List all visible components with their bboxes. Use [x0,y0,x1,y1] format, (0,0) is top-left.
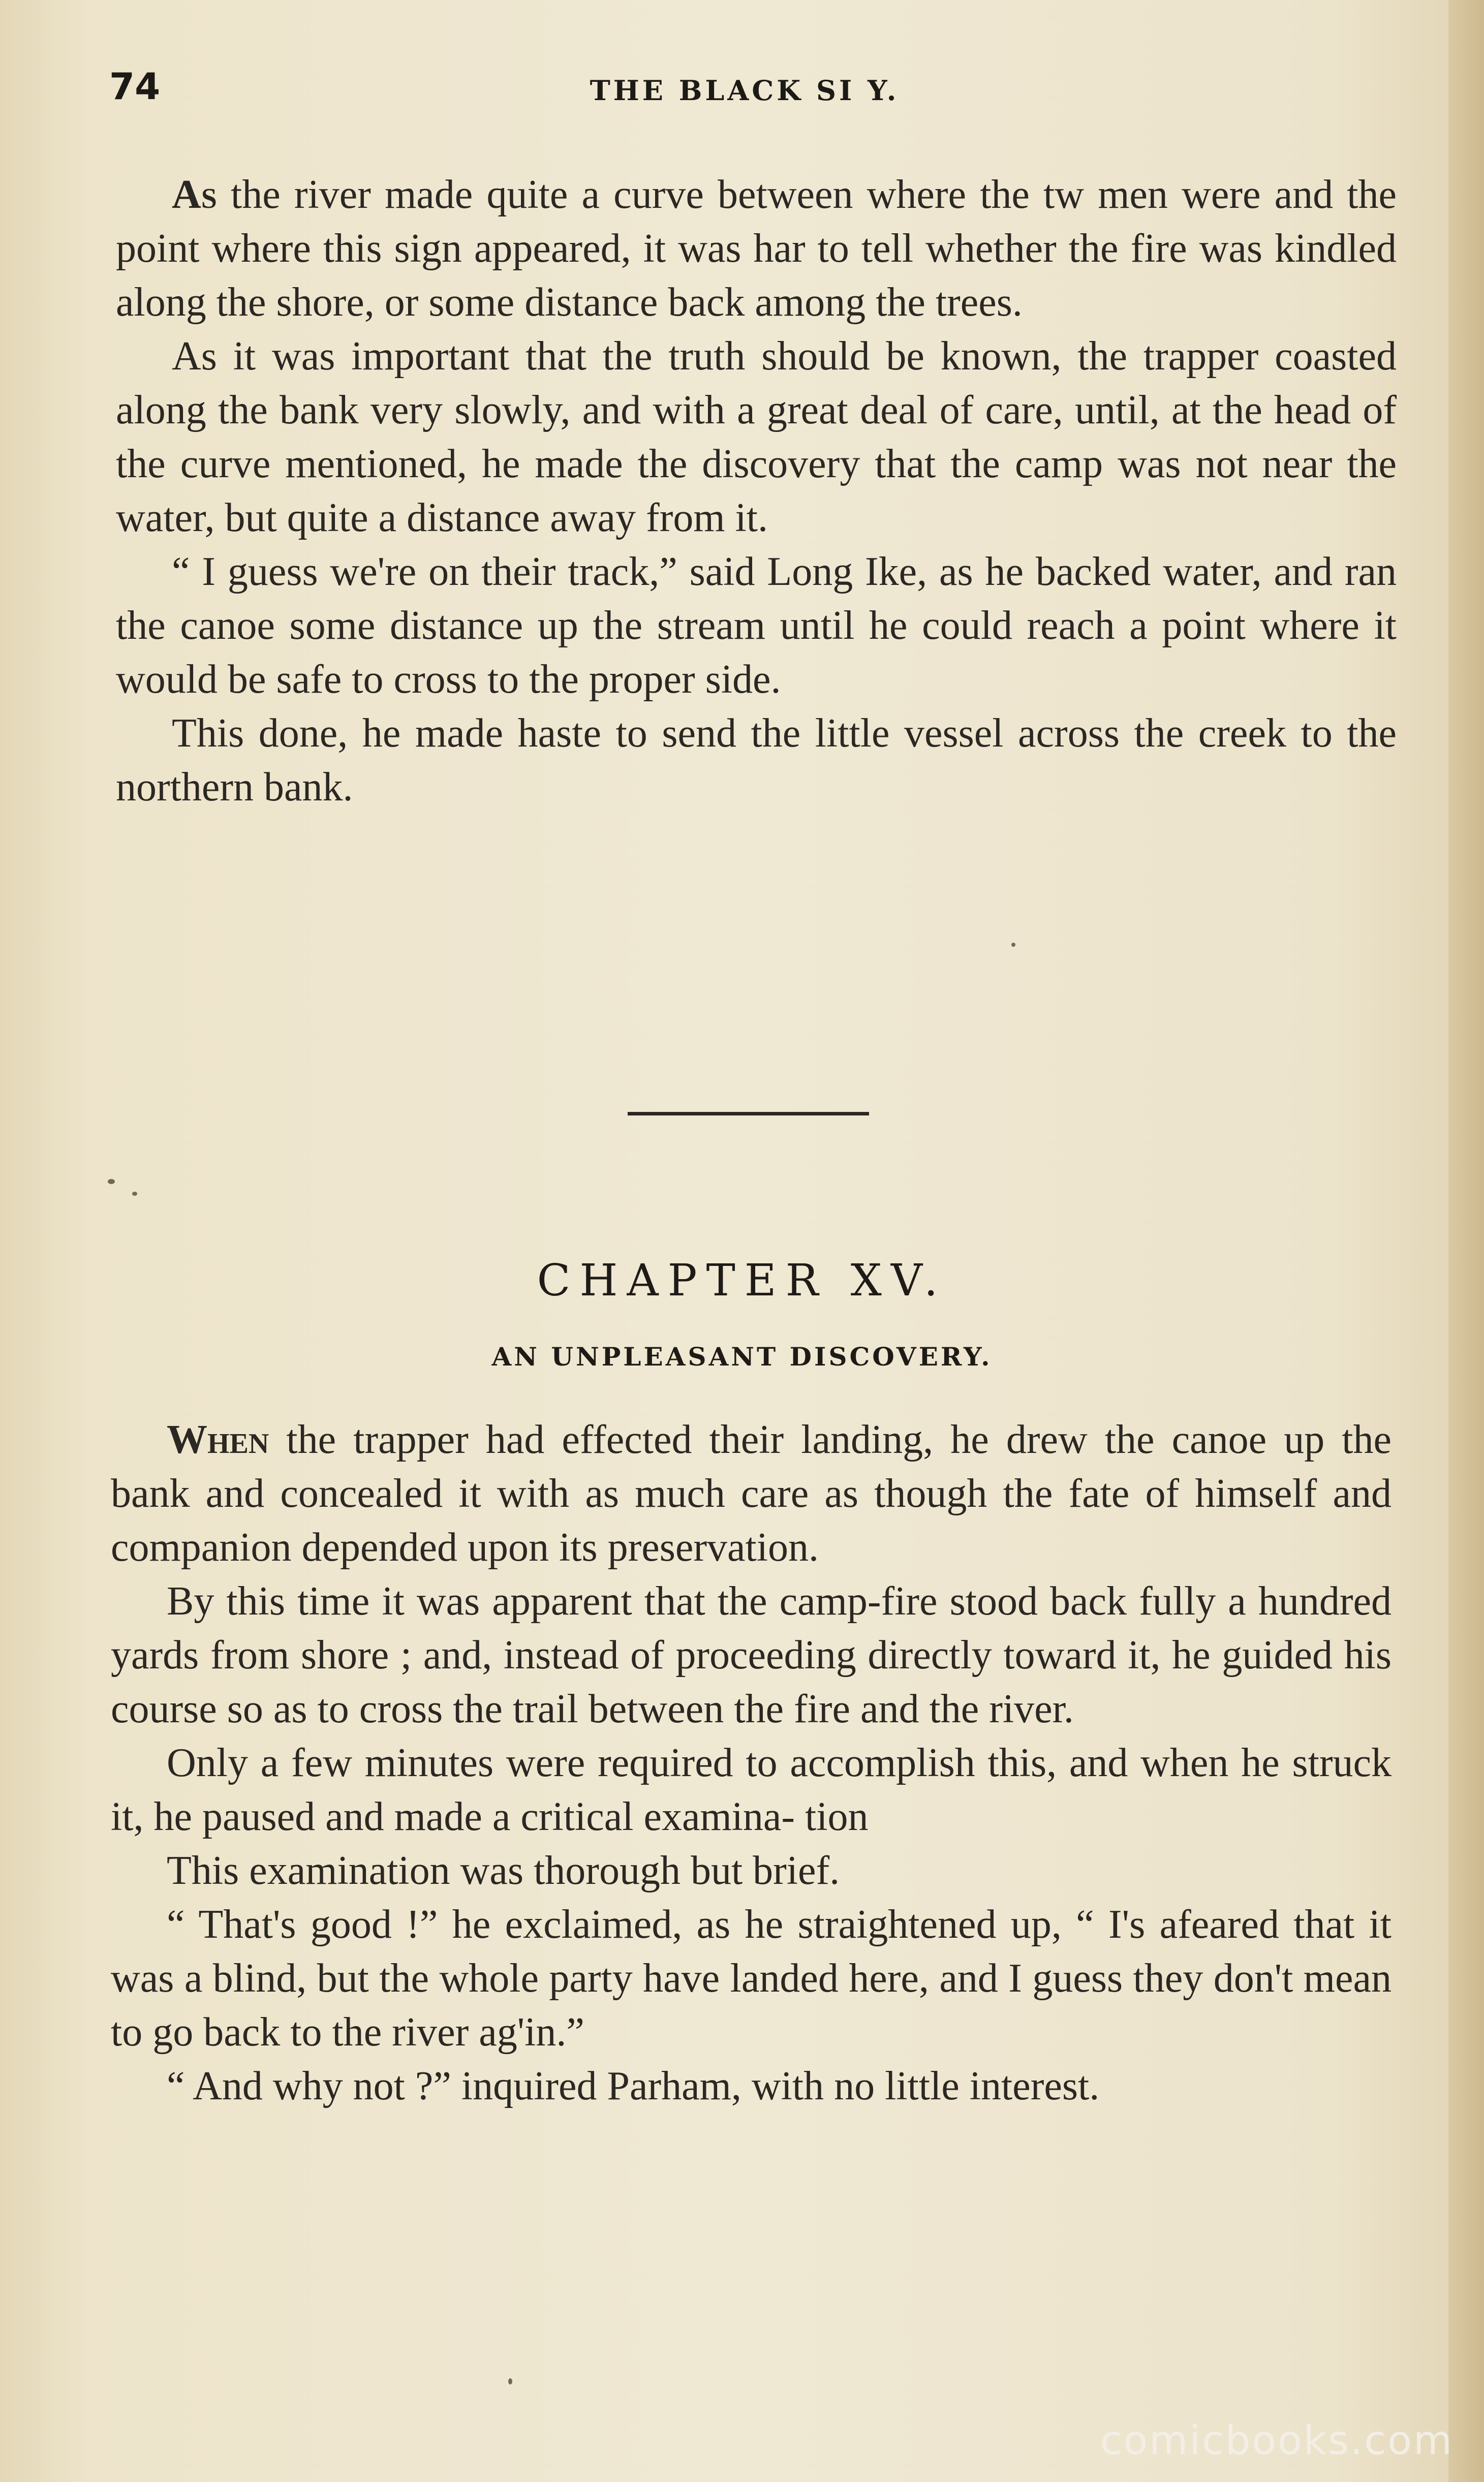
paragraph-text: This done, he made haste to send the little vessel across the creek to the northern bank. [116,711,1397,810]
watermark: comicbooks.com [1100,2418,1454,2464]
paragraph-text: This examination was thorough but brief. [167,1848,840,1893]
section-text-1 [116,168,1397,814]
paragraph [111,1413,1392,1574]
paragraph [111,1574,1392,1736]
chapter-title: CHAPTER XV. [537,1255,947,1306]
page-edge [1448,0,1484,2482]
paragraph-text: “ That's good !” he exclaimed, as he straightened up, “ I's afeared that it was a blind, but the whole party have landed here, and I guess they don't mean to go back to the river ag'in.” [111,1902,1392,2055]
page-header [109,65,1380,121]
chapter-subtitle: AN UNPLEASANT DISCOVERY. [491,1342,993,1372]
ink-speck [1011,943,1015,947]
paragraph-text: “ I guess we're on their track,” said Long Ike, as he backed water, and ran the canoe some distance up the stream until he could reach a point where it would be safe to cross to the proper side. [116,549,1397,702]
ink-speck [508,2378,512,2384]
paragraph-text: Only a few minutes were required to accomplish this, and when he struck it, he paused and made a critical examina- tion [111,1741,1392,1839]
ink-speck [108,1179,115,1184]
paragraph [116,545,1397,706]
paragraph-text: As it was important that the truth should be known, the trapper coasted along the bank very slowly, and with a great deal of care, until, at the head of the curve mentioned, he made the discovery that the camp was not near the water, but quite a distance away from it. [116,334,1397,540]
paragraph [111,1898,1392,2059]
paragraph-text: By this time it was apparent that the camp-fire stood back fully a hundred yards from shore ; and, instead of proceeding directly toward it, he guided his course so as to cross the trail between the fire and the river. [111,1579,1392,1731]
section-text-2 [111,1413,1392,2113]
page-number: 74 [109,65,161,108]
paragraph [111,1844,1392,1898]
paragraph [111,2059,1392,2113]
paragraph [111,1736,1392,1844]
paragraph [116,168,1397,329]
ink-speck [132,1192,137,1196]
paragraph-text: “ And why not ?” inquired Parham, with no little interest. [167,2064,1100,2108]
running-title: THE BLACK SI Y. [590,74,900,107]
paragraph-lead: As [172,172,217,217]
paragraph-text: the river made quite a curve between where the tw men were and the point where this sign appeared, it was har to tell whether the fire was kindled along the shore, or some distance back among the trees. [116,172,1397,325]
section-divider [628,1112,869,1115]
paragraph-lead: When [167,1417,269,1462]
paragraph [116,706,1397,814]
paragraph-text: the trapper had effected their landing, he drew the canoe up the bank and concealed it with as much care as though the fate of himself and companion depended upon its preservation. [111,1417,1392,1570]
paragraph [116,329,1397,545]
